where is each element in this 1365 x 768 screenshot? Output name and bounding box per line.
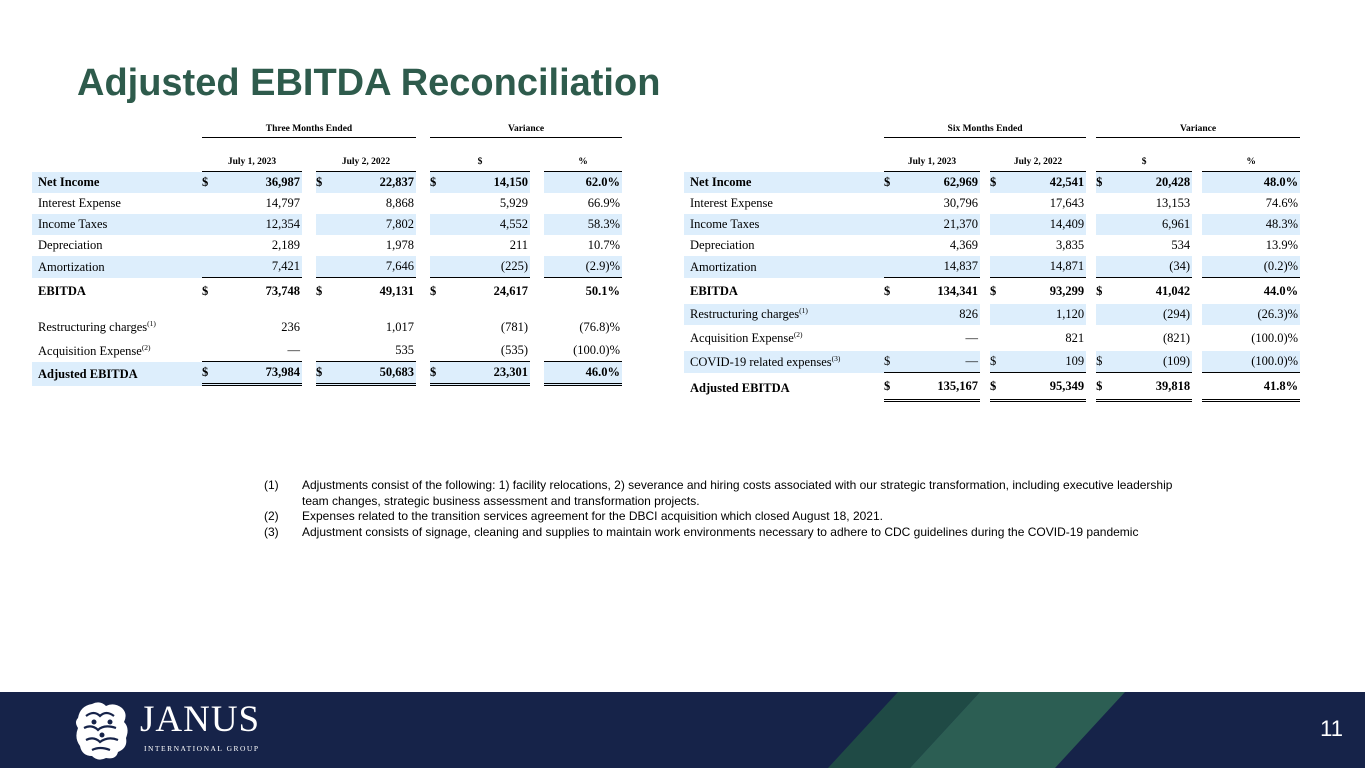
cell-value: 41,042: [1155, 284, 1191, 298]
column-gap: [530, 256, 544, 278]
cell-value: (294): [1108, 304, 1192, 325]
row-label-text: Income Taxes: [690, 217, 760, 231]
currency-symbol: $: [990, 172, 1002, 193]
currency-symbol: [430, 214, 442, 235]
cell-value: 21,370: [896, 214, 980, 235]
column-gap: [1192, 373, 1202, 402]
column-header: %: [544, 153, 622, 172]
currency-symbol: [1096, 193, 1108, 214]
cell-value: 14,150: [442, 172, 530, 193]
footnotes: [264, 478, 1192, 540]
cell-value: 17,643: [1049, 196, 1085, 210]
column-header: $: [1096, 153, 1192, 172]
column-gap: [530, 340, 544, 362]
row-label-text: Amortization: [38, 259, 105, 274]
currency-symbol: $: [316, 172, 328, 193]
column-header: July 1, 2023: [884, 153, 980, 172]
column-gap: [1086, 214, 1096, 235]
cell-value: 1,120: [1002, 304, 1086, 325]
table-row: [684, 256, 1300, 278]
column-gap: [1192, 193, 1202, 214]
row-label-text: Income Taxes: [38, 217, 108, 231]
row-label: [684, 172, 884, 193]
row-label: [32, 340, 202, 362]
row-label-text: Interest Expense: [690, 196, 773, 210]
column-header: July 1, 2023: [202, 153, 302, 172]
row-label: [684, 278, 884, 304]
cell-value: 7,802: [328, 214, 416, 235]
row-label-text: Restructuring charges: [690, 307, 800, 321]
cell-value: 211: [509, 238, 528, 252]
cell-value: (821): [1162, 331, 1191, 345]
cell-value: 74.6%: [1265, 196, 1299, 210]
footnote-ref: (3): [831, 353, 841, 363]
column-gap: [530, 193, 544, 214]
cell-value: 5,929: [499, 196, 528, 210]
cell-value: 30,796: [943, 196, 978, 210]
row-label: [684, 214, 884, 235]
column-gap: [980, 325, 990, 351]
column-gap: [1086, 235, 1096, 256]
cell-value: 58.3%: [544, 214, 622, 235]
currency-symbol: [430, 235, 442, 256]
table-row: [684, 214, 1300, 235]
row-label: [684, 235, 884, 256]
footnote-text: Adjustments consist of the following: 1) facility relocations, 2) severance and hiring costs associated with our strategic transformation, including executive leadership team changes, strategic business assessment and transformation projects.: [302, 478, 1173, 508]
cell-value: 49,131: [379, 284, 414, 298]
footnote-ref: (2): [793, 329, 803, 339]
cell-value: 24,617: [493, 284, 528, 298]
column-gap: [416, 314, 430, 340]
column-gap: [302, 362, 316, 386]
cell-value: 1,978: [385, 238, 414, 252]
currency-symbol: [884, 256, 896, 278]
currency-symbol: [202, 314, 214, 340]
three-months-table: [32, 121, 622, 386]
cell-value: 14,871: [1002, 256, 1086, 278]
column-gap: [416, 214, 430, 235]
cell-value: 2,189: [271, 238, 300, 252]
cell-value: 73,984: [214, 362, 302, 386]
table-row: [684, 235, 1300, 256]
cell-value: —: [965, 331, 978, 345]
table-row: [684, 278, 1300, 304]
currency-symbol: [884, 304, 896, 325]
currency-symbol: [1096, 235, 1108, 256]
column-gap: [980, 351, 990, 373]
footnote-ref: (1): [799, 305, 808, 315]
janus-crest-icon: [70, 698, 134, 762]
footnote-number: (1): [264, 478, 279, 492]
table-row: [684, 172, 1300, 193]
column-gap: [530, 235, 544, 256]
column-gap: [980, 214, 990, 235]
cell-value: (100.0)%: [1202, 351, 1300, 373]
currency-symbol: [884, 325, 896, 351]
currency-symbol: [884, 193, 896, 214]
column-gap: [1086, 172, 1096, 193]
column-gap: [1192, 235, 1202, 256]
cell-value: 14,837: [896, 256, 980, 278]
footnote-ref: (2): [141, 342, 151, 352]
currency-symbol: [884, 214, 896, 235]
cell-value: 50,683: [328, 362, 416, 386]
row-label-text: EBITDA: [38, 284, 86, 298]
row-label-text: Adjusted EBITDA: [38, 366, 138, 381]
currency-symbol: [202, 340, 214, 362]
group-header: Variance: [1096, 121, 1300, 138]
row-label-text: Net Income: [38, 175, 100, 189]
footnote-ref: (1): [147, 318, 156, 328]
currency-symbol: [202, 235, 214, 256]
table-row: [32, 340, 622, 362]
currency-symbol: [1096, 256, 1108, 278]
column-gap: [980, 256, 990, 278]
currency-symbol: [1096, 325, 1108, 351]
cell-value: 821: [1065, 331, 1085, 345]
currency-symbol: $: [884, 373, 896, 402]
column-gap: [1086, 278, 1096, 304]
currency-symbol: $: [884, 351, 896, 373]
currency-symbol: $: [1096, 284, 1103, 298]
cell-value: 22,837: [328, 172, 416, 193]
column-gap: [530, 172, 544, 193]
column-gap: [416, 193, 430, 214]
row-label-text: Net Income: [690, 175, 752, 189]
column-header: July 2, 2022: [316, 153, 416, 172]
column-gap: [1192, 304, 1202, 325]
table-row: [32, 235, 622, 256]
currency-symbol: [1096, 304, 1108, 325]
column-gap: [530, 314, 544, 340]
currency-symbol: $: [990, 284, 997, 298]
cell-value: 50.1%: [585, 284, 620, 298]
currency-symbol: [430, 314, 442, 340]
column-gap: [1086, 351, 1096, 373]
column-gap: [530, 278, 544, 304]
row-label-text: Acquisition Expense: [690, 331, 794, 345]
column-gap: [1192, 172, 1202, 193]
column-gap: [1192, 214, 1202, 235]
column-gap: [980, 304, 990, 325]
footnote-number: (2): [264, 509, 279, 523]
cell-value: (225): [442, 256, 530, 278]
cell-value: (26.3)%: [1202, 304, 1300, 325]
cell-value: 42,541: [1002, 172, 1086, 193]
row-label: [684, 256, 884, 278]
currency-symbol: $: [202, 284, 209, 298]
column-gap: [980, 172, 990, 193]
cell-value: 14,409: [1002, 214, 1086, 235]
row-label: [32, 235, 202, 256]
column-gap: [1192, 351, 1202, 373]
currency-symbol: [1096, 214, 1108, 235]
currency-symbol: $: [430, 284, 437, 298]
cell-value: 4,552: [442, 214, 530, 235]
column-gap: [1192, 325, 1202, 351]
cell-value: (34): [1108, 256, 1192, 278]
cell-value: —: [896, 351, 980, 373]
cell-value: 39,818: [1108, 373, 1192, 402]
column-gap: [980, 235, 990, 256]
cell-value: 535: [328, 340, 416, 362]
cell-value: 13,153: [1155, 196, 1191, 210]
currency-symbol: [316, 256, 328, 278]
column-gap: [302, 278, 316, 304]
column-gap: [416, 278, 430, 304]
column-gap: [302, 193, 316, 214]
row-label-text: Depreciation: [38, 238, 103, 252]
currency-symbol: $: [884, 284, 891, 298]
currency-symbol: $: [316, 362, 328, 386]
row-label: [32, 193, 202, 214]
cell-value: 62.0%: [544, 172, 622, 193]
cell-value: 48.3%: [1202, 214, 1300, 235]
group-header: Variance: [430, 121, 622, 138]
currency-symbol: [316, 314, 328, 340]
cell-value: 135,167: [896, 373, 980, 402]
table-row: [32, 362, 622, 386]
cell-value: 14,797: [265, 196, 300, 210]
currency-symbol: [316, 340, 328, 362]
currency-symbol: [430, 193, 442, 214]
cell-value: 62,969: [896, 172, 980, 193]
currency-symbol: $: [884, 172, 896, 193]
currency-symbol: [990, 304, 1002, 325]
currency-symbol: $: [1096, 351, 1108, 373]
currency-symbol: $: [202, 362, 214, 386]
column-gap: [1086, 193, 1096, 214]
table-row: [32, 256, 622, 278]
footnote-text: Expenses related to the transition services agreement for the DBCI acquisition which closed August 18, 2021.: [302, 509, 883, 523]
cell-value: 826: [896, 304, 980, 325]
cell-value: (2.9)%: [544, 256, 622, 278]
currency-symbol: $: [202, 172, 214, 193]
row-label-text: COVID-19 related expenses: [690, 354, 832, 369]
table-row: [684, 304, 1300, 325]
footnote: [264, 509, 1192, 525]
column-gap: [1086, 304, 1096, 325]
table-row: [684, 351, 1300, 373]
currency-symbol: [316, 214, 328, 235]
currency-symbol: [202, 193, 214, 214]
cell-value: (535): [442, 340, 530, 362]
column-gap: [530, 214, 544, 235]
row-label-text: Restructuring charges: [38, 320, 148, 334]
cell-value: 8,868: [385, 196, 414, 210]
cell-value: 36,987: [214, 172, 302, 193]
row-label: [684, 325, 884, 351]
cell-value: 44.0%: [1263, 284, 1299, 298]
row-label-text: Interest Expense: [38, 196, 121, 210]
currency-symbol: [990, 256, 1002, 278]
currency-symbol: [430, 340, 442, 362]
row-label: [32, 214, 202, 235]
page-number: 11: [1320, 716, 1343, 741]
currency-symbol: $: [430, 362, 442, 386]
page-title: Adjusted EBITDA Reconciliation: [77, 62, 661, 104]
column-gap: [302, 314, 316, 340]
cell-value: (781): [500, 320, 528, 334]
row-label: [684, 304, 884, 325]
column-gap: [530, 362, 544, 386]
footer-bar: [0, 692, 1365, 768]
logo-subtitle: INTERNATIONAL GROUP: [144, 744, 260, 753]
cell-value: 48.0%: [1202, 172, 1300, 193]
footnote-number: (3): [264, 524, 279, 539]
table-row: [32, 314, 622, 340]
cell-value: 534: [1171, 238, 1191, 252]
cell-value: 23,301: [442, 362, 530, 386]
column-gap: [302, 256, 316, 278]
column-gap: [416, 256, 430, 278]
group-header: Three Months Ended: [202, 121, 416, 138]
cell-value: 3,835: [1055, 238, 1085, 252]
currency-symbol: [990, 193, 1002, 214]
cell-value: 4,369: [949, 238, 978, 252]
table-row: [32, 214, 622, 235]
column-gap: [302, 235, 316, 256]
row-label: [684, 351, 884, 373]
column-gap: [980, 373, 990, 402]
cell-value: (109): [1108, 351, 1192, 373]
currency-symbol: [316, 235, 328, 256]
cell-value: 13.9%: [1265, 238, 1299, 252]
cell-value: 46.0%: [544, 362, 622, 386]
six-months-table: [684, 121, 1300, 402]
row-label: [684, 373, 884, 402]
cell-value: 20,428: [1108, 172, 1192, 193]
currency-symbol: [990, 214, 1002, 235]
column-gap: [1192, 256, 1202, 278]
currency-symbol: $: [990, 351, 1002, 373]
row-label: [32, 362, 202, 386]
cell-value: (100.0)%: [544, 340, 622, 362]
table-row: [32, 172, 622, 193]
cell-value: (0.2)%: [1202, 256, 1300, 278]
column-gap: [302, 172, 316, 193]
column-gap: [980, 193, 990, 214]
cell-value: 134,341: [937, 284, 978, 298]
cell-value: 41.8%: [1202, 373, 1300, 402]
currency-symbol: $: [1096, 172, 1108, 193]
logo-wordmark: JANUS: [140, 699, 261, 740]
column-gap: [416, 172, 430, 193]
row-label: [32, 256, 202, 278]
column-gap: [302, 214, 316, 235]
footnote: [264, 478, 1192, 509]
row-label-text: Amortization: [690, 259, 757, 274]
cell-value: 73,748: [265, 284, 300, 298]
column-gap: [1192, 278, 1202, 304]
column-gap: [1086, 256, 1096, 278]
currency-symbol: [884, 235, 896, 256]
column-gap: [1086, 325, 1096, 351]
column-gap: [416, 235, 430, 256]
cell-value: (100.0)%: [1251, 331, 1299, 345]
column-header: $: [430, 153, 530, 172]
currency-symbol: [202, 214, 214, 235]
row-label-text: Adjusted EBITDA: [690, 380, 790, 395]
currency-symbol: [316, 193, 328, 214]
cell-value: 236: [281, 320, 300, 334]
cell-value: —: [214, 340, 302, 362]
currency-symbol: [990, 325, 1002, 351]
cell-value: 66.9%: [587, 196, 620, 210]
column-header: July 2, 2022: [990, 153, 1086, 172]
row-label: [32, 314, 202, 340]
currency-symbol: $: [316, 284, 323, 298]
currency-symbol: [430, 256, 442, 278]
table-row: [684, 325, 1300, 351]
column-gap: [302, 340, 316, 362]
cell-value: 93,299: [1049, 284, 1085, 298]
row-label: [32, 172, 202, 193]
footer-stripes: [780, 692, 1140, 768]
cell-value: 10.7%: [587, 238, 620, 252]
row-label-text: Depreciation: [690, 238, 755, 252]
cell-value: (76.8)%: [579, 320, 620, 334]
group-header: Six Months Ended: [884, 121, 1086, 138]
cell-value: 109: [1002, 351, 1086, 373]
spacer-row: [32, 304, 622, 314]
column-gap: [416, 340, 430, 362]
cell-value: 1,017: [385, 320, 414, 334]
column-header: %: [1202, 153, 1300, 172]
currency-symbol: $: [1096, 373, 1108, 402]
row-label: [32, 278, 202, 304]
currency-symbol: [202, 256, 214, 278]
footnote-text: Adjustment consists of signage, cleaning and supplies to maintain work environments necessary to adhere to CDC guidelines during the COVID-19 pandemic: [302, 524, 1139, 539]
table-row: [32, 278, 622, 304]
row-label-text: EBITDA: [690, 284, 738, 298]
currency-symbol: $: [990, 373, 1002, 402]
column-gap: [1086, 373, 1096, 402]
table-row: [32, 193, 622, 214]
cell-value: 12,354: [214, 214, 302, 235]
column-gap: [980, 278, 990, 304]
table-row: [684, 193, 1300, 214]
cell-value: 7,646: [328, 256, 416, 278]
row-label-text: Acquisition Expense: [38, 343, 142, 358]
footnote: [264, 525, 1192, 541]
cell-value: 7,421: [214, 256, 302, 278]
column-gap: [416, 362, 430, 386]
cell-value: 95,349: [1002, 373, 1086, 402]
row-label: [684, 193, 884, 214]
table-row: [684, 373, 1300, 402]
currency-symbol: [990, 235, 1002, 256]
currency-symbol: $: [430, 172, 442, 193]
cell-value: 6,961: [1108, 214, 1192, 235]
